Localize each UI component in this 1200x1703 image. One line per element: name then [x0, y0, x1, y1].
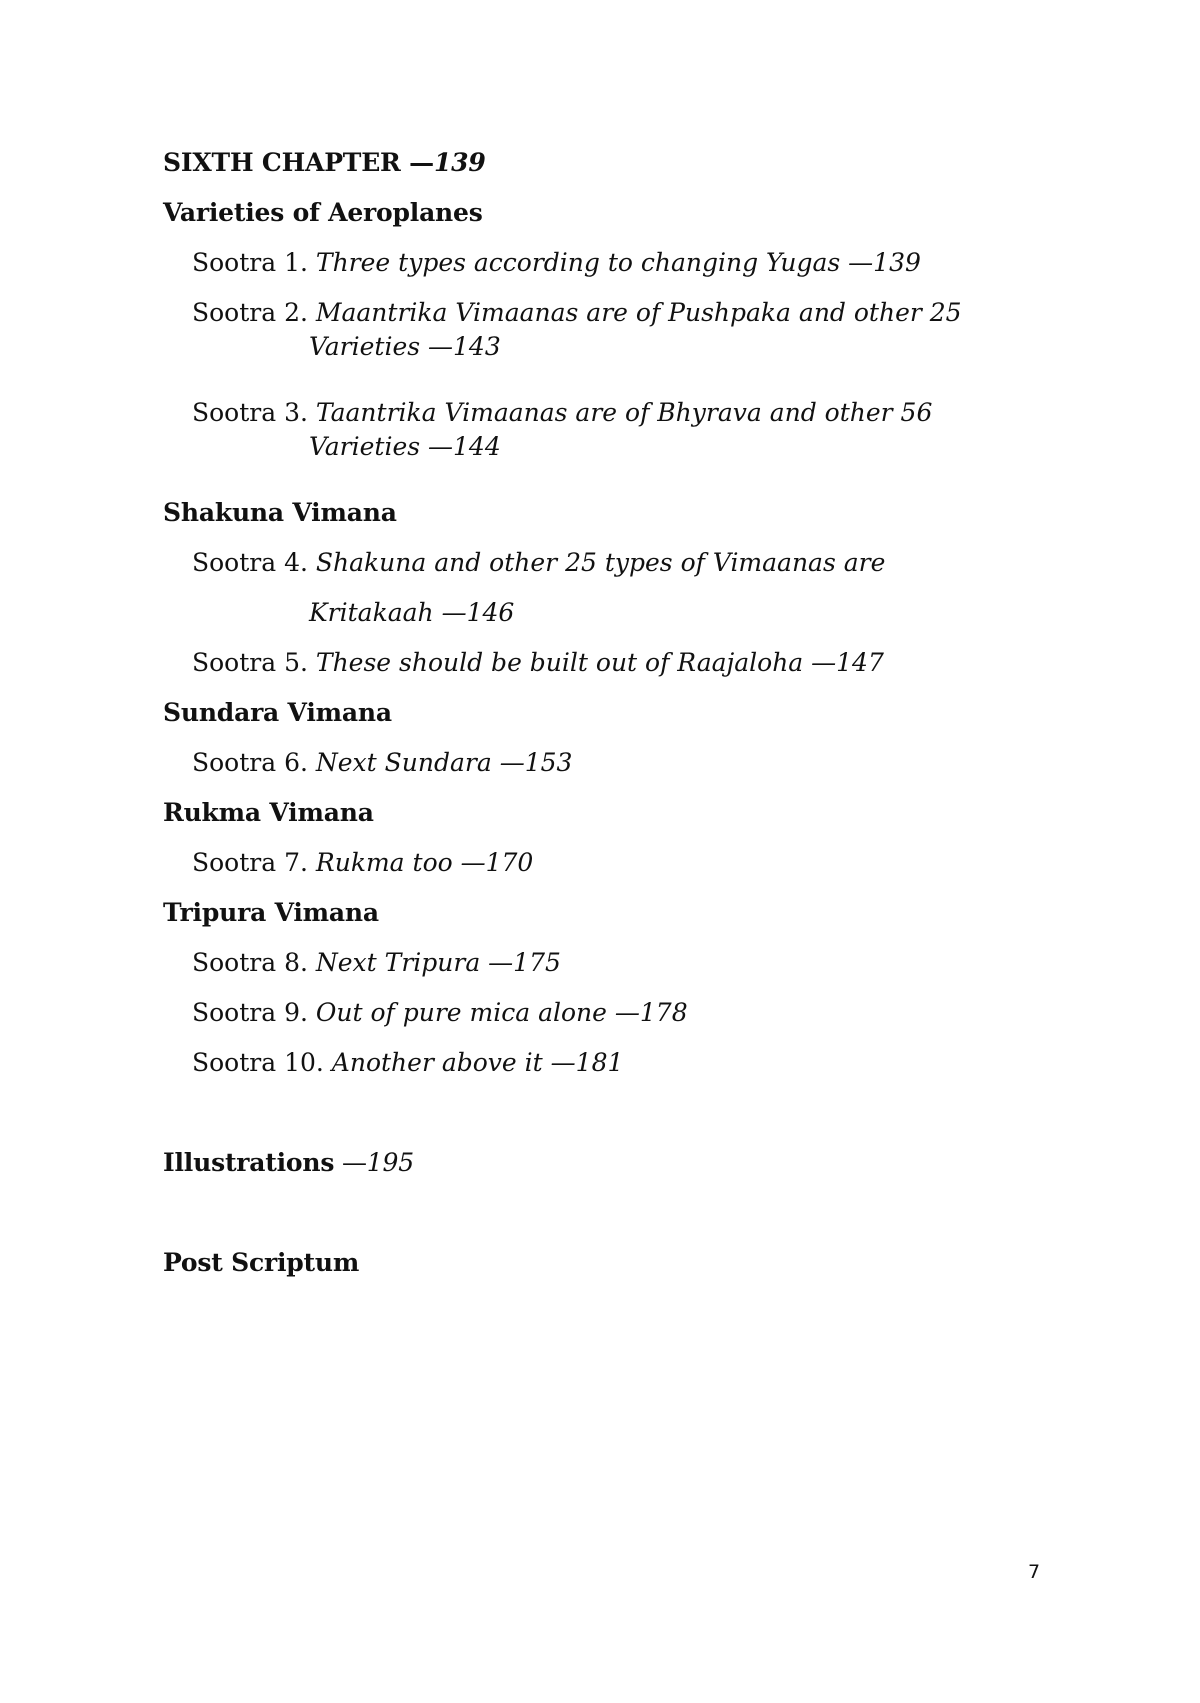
toc-entry-sootra-6 [192, 747, 572, 779]
toc-entry-sootra-2-continuation: Varieties —143 [309, 332, 501, 361]
toc-entry-sootra-10 [192, 1047, 623, 1079]
post-scriptum-heading: Post Scriptum [163, 1248, 360, 1277]
entry-text: Out of pure mica alone —178 [315, 998, 688, 1027]
entry-text: Shakuna and other 25 types of Vimaanas are [315, 548, 886, 577]
entry-text: These should be built out of Raajaloha —147 [315, 648, 884, 677]
entry-text: Another above it —181 [331, 1048, 624, 1077]
entry-text: Next Tripura —175 [315, 948, 561, 977]
toc-entry-sootra-1 [192, 247, 921, 279]
toc-entry-sootra-2 [192, 297, 962, 329]
toc-entry-sootra-9 [192, 997, 688, 1029]
toc-entry-sootra-4 [192, 547, 885, 579]
entry-label: Sootra 7. [192, 848, 316, 877]
section-heading-sundara: Sundara Vimana [163, 698, 392, 727]
entry-label: Sootra 9. [192, 998, 316, 1027]
toc-entry-sootra-3-continuation: Varieties —144 [309, 432, 501, 461]
entry-label: Sootra 5. [192, 648, 316, 677]
entry-label: Sootra 10. [192, 1048, 332, 1077]
section-heading-shakuna: Shakuna Vimana [163, 498, 397, 527]
illustrations-heading [163, 1147, 414, 1179]
section-heading-tripura: Tripura Vimana [163, 898, 379, 927]
entry-text: Three types according to changing Yugas —139 [315, 248, 921, 277]
toc-entry-sootra-4-continuation: Kritakaah —146 [309, 598, 515, 627]
toc-entry-sootra-8 [192, 947, 561, 979]
illustrations-page: 195 [366, 1148, 414, 1177]
entry-label: Sootra 4. [192, 548, 316, 577]
entry-label: Sootra 1. [192, 248, 316, 277]
illustrations-dash: — [334, 1148, 367, 1177]
section-heading-rukma: Rukma Vimana [163, 798, 374, 827]
chapter-heading [163, 147, 486, 179]
entry-label: Sootra 2. [192, 298, 316, 327]
entry-label: Sootra 6. [192, 748, 316, 777]
toc-entry-sootra-5 [192, 647, 884, 679]
entry-text: Rukma too —170 [315, 848, 534, 877]
chapter-dash: — [400, 148, 434, 177]
toc-entry-sootra-7 [192, 847, 533, 879]
toc-entry-sootra-3 [192, 397, 932, 429]
entry-text: Taantrika Vimaanas are of Bhyrava and other 56 [315, 398, 933, 427]
illustrations-label: Illustrations [163, 1148, 335, 1177]
chapter-title: SIXTH CHAPTER [163, 148, 401, 177]
entry-text: Maantrika Vimaanas are of Pushpaka and other 25 [315, 298, 962, 327]
entry-label: Sootra 3. [192, 398, 316, 427]
chapter-page: 139 [433, 148, 486, 177]
entry-text: Next Sundara —153 [315, 748, 573, 777]
entry-label: Sootra 8. [192, 948, 316, 977]
page-number: 7 [1028, 1561, 1041, 1583]
section-heading-varieties: Varieties of Aeroplanes [163, 198, 483, 227]
